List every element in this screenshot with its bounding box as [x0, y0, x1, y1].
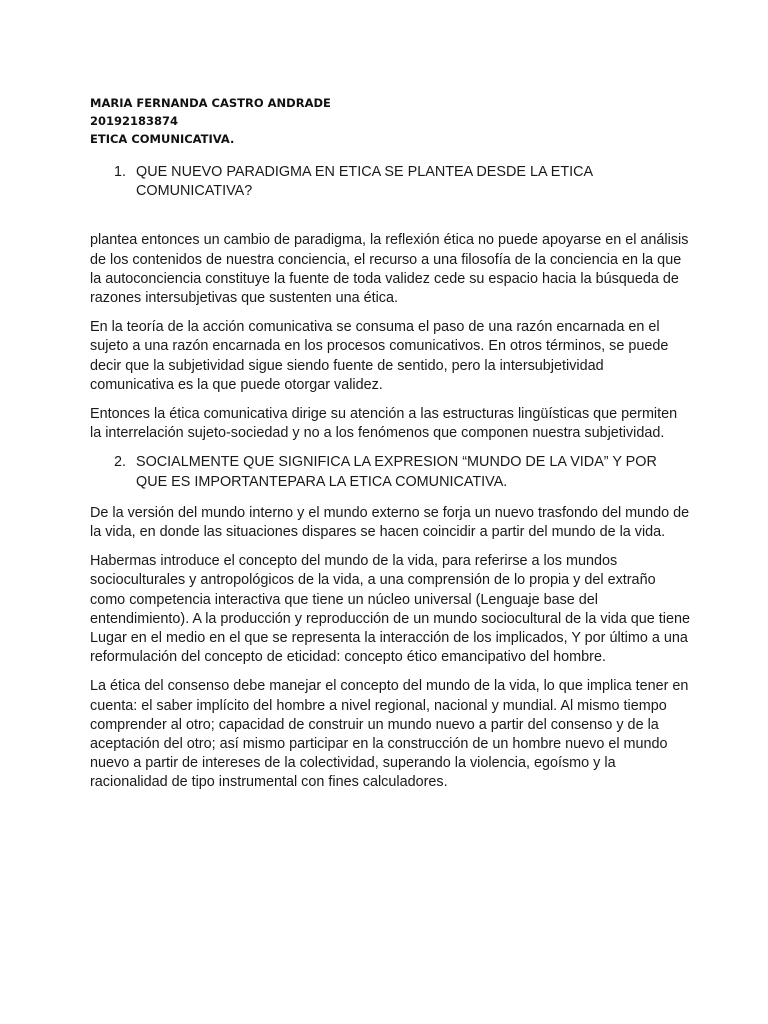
- answer-paragraph: En la teoría de la acción comunicativa se consuma el paso de una razón encarnada en el sujeto a una razón encarnada en los procesos comunicativos. En otros términos, se puede decir que la subjetividad sigue siendo fuente de sentido, pero la intersubjetividad comunicativa es la que puede otorgar validez.: [90, 319, 669, 393]
- document-header: [90, 94, 331, 148]
- answer-paragraph: De la versión del mundo interno y el mundo externo se forja un nuevo trasfondo del mundo de la vida, en donde las situaciones dispares se hacen coincidir a partir del mundo de la vida.: [90, 504, 690, 541]
- answer-paragraph: Habermas introduce el concepto del mundo de la vida, para referirse a los mundos socioculturales y antropológicos de la vida, a una comprensión de lo propia y del extraño como competencia interactiva que tiene un núcleo universal (Lenguaje base del entendimiento). A la producción y reproducción de un mundo sociocultural de la vida que tiene Lugar en el medio en el que se representa la interacción de los implicados, Y por último a una reformulación del concepto de eticidad: concepto ético emancipativo del hombre.: [90, 553, 690, 666]
- student-id: 20192183874: [90, 114, 179, 128]
- question-text: SOCIALMENTE QUE SIGNIFICA LA EXPRESION “MUNDO DE LA VIDA” Y POR QUE ES IMPORTANTEPARA LA ETICA COMUNICATIVA.: [136, 454, 657, 490]
- student-name: MARIA FERNANDA CASTRO ANDRADE: [90, 96, 331, 110]
- answer-paragraph: La ética del consenso debe manejar el concepto del mundo de la vida, lo que implica tener en cuenta: el saber implícito del hombre a nivel regional, nacional y mundial. Al mismo tiempo comprender al otro; capacidad de construir un mundo nuevo a partir del consenso y de la aceptación del otro; así mismo participar en la construcción de un hombre nuevo el mundo nuevo a partir de intereses de la colectividad, superando la violencia, egoísmo y la racionalidad de tipo instrumental con fines calculadores.: [90, 678, 689, 791]
- answer-paragraph: plantea entonces un cambio de paradigma, la reflexión ética no puede apoyarse en el análisis de los contenidos de nuestra conciencia, el recurso a una filosofía de la conciencia en la que la autoconciencia constituye la fuente de toda validez cede su espacio hacia la búsqueda de razones intersubjetivas que sustenten una ética.: [90, 232, 689, 307]
- question-1: [114, 163, 690, 201]
- document-body: [90, 163, 690, 803]
- question-text: QUE NUEVO PARADIGMA EN ETICA SE PLANTEA DESDE LA ETICA COMUNICATIVA?: [136, 164, 593, 200]
- answer-paragraph: Entonces la ética comunicativa dirige su atención a las estructuras lingüísticas que permiten la interrelación sujeto-sociedad y no a los fenómenos que componen nuestra subjetividad.: [90, 406, 678, 442]
- question-2: [114, 453, 690, 491]
- question-number: 2.: [114, 454, 127, 471]
- course-title: ETICA COMUNICATIVA.: [90, 132, 235, 146]
- question-number: 1.: [114, 164, 127, 180]
